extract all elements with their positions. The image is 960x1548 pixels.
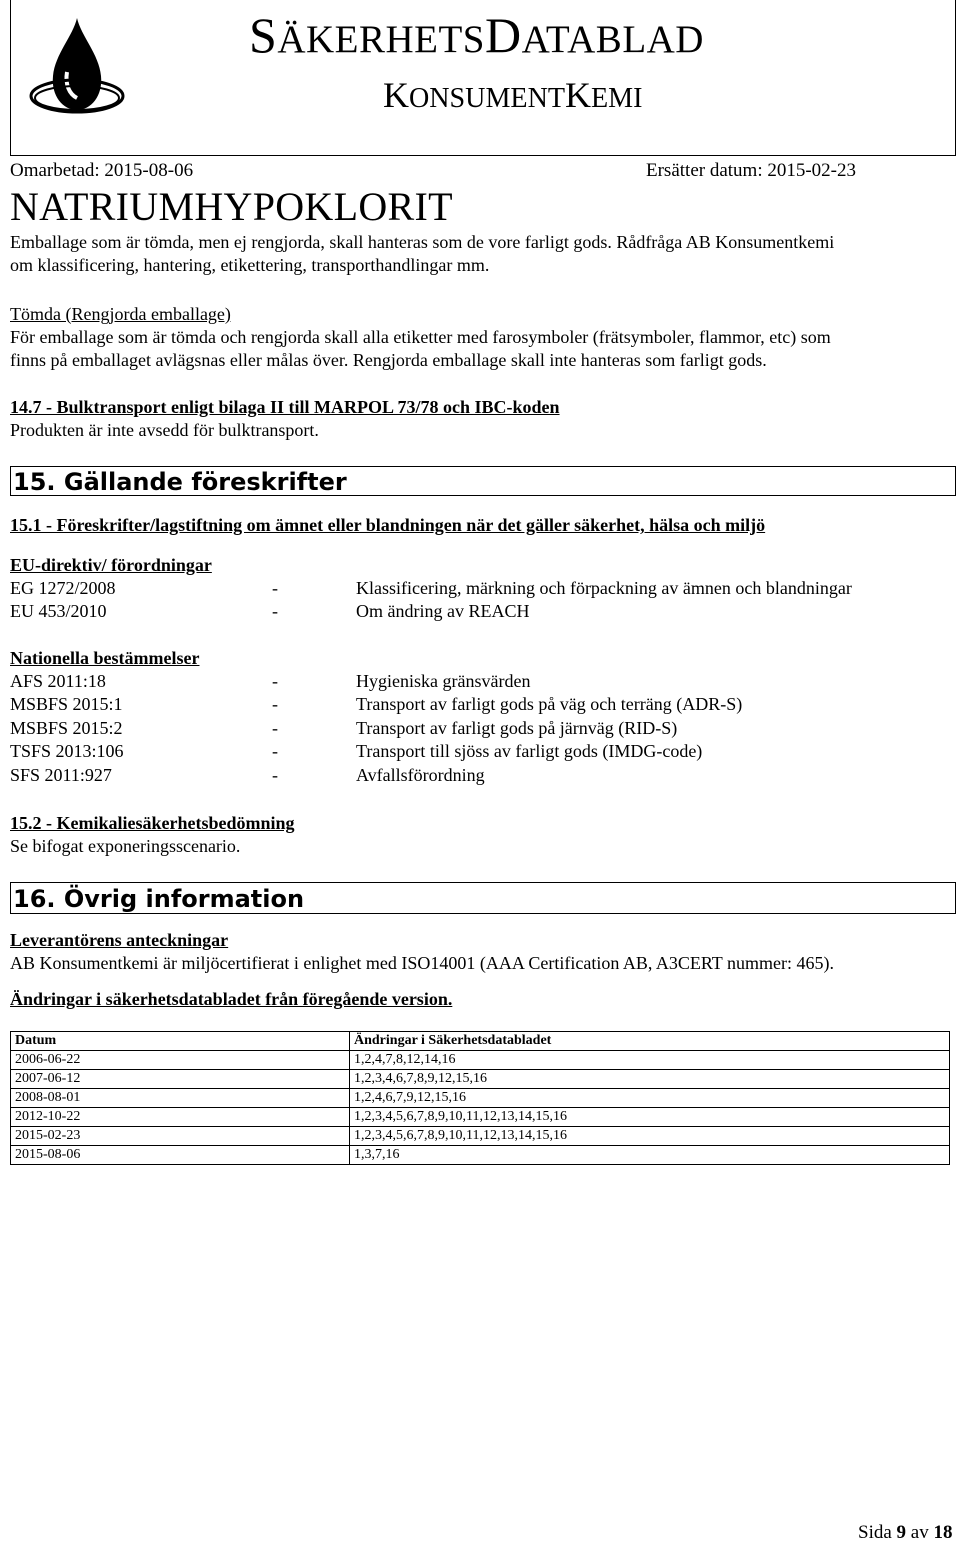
company-logo-icon <box>27 14 127 134</box>
bulk-heading: 14.7 - Bulktransport enligt bilaga II till MARPOL 73/78 och IBC-koden <box>10 397 560 417</box>
changes-cell: 1,3,7,16 <box>350 1146 950 1165</box>
national-heading: Nationella bestämmelser <box>10 648 200 668</box>
replaces-date: Ersätter datum: 2015-02-23 <box>646 160 857 181</box>
changes-heading: Ändringar i säkerhetsdatabladet från föregående version. <box>10 989 453 1009</box>
table-header-row <box>11 1032 950 1051</box>
bulk-text: Produkten är inte avsedd för bulktransport. <box>10 420 319 440</box>
table-row <box>11 1146 950 1165</box>
empty-pack-line-1: För emballage som är tömda och rengjorda skall alla etiketter med farosymboler (frätsymboler, flammor, etc) som <box>10 327 831 347</box>
page-number: Sida 9 av 18 <box>858 1522 953 1543</box>
table-row <box>11 1108 950 1127</box>
table-row <box>11 1127 950 1146</box>
changes-cell: 1,2,4,6,7,9,12,15,16 <box>350 1089 950 1108</box>
section-15-2-text: Se bifogat exponeringsscenario. <box>10 836 241 856</box>
table-row <box>11 1070 950 1089</box>
supplier-text: AB Konsumentkemi är miljöcertifierat i enlighet med ISO14001 (AAA Certification AB, A3CERT nummer: 465). <box>10 953 834 973</box>
supplier-heading: Leverantörens anteckningar <box>10 930 229 950</box>
empty-pack-line-2: finns på emballaget avlägsnas eller målas över. Rengjorda emballage skall inte hanteras som farligt gods. <box>10 350 767 370</box>
section-15-1-heading: 15.1 - Föreskrifter/lagstiftning om ämnet eller blandningen när det gäller säkerhet, hälsa och miljö <box>10 515 766 535</box>
header-box <box>10 0 956 156</box>
eu-heading: EU-direktiv/ förordningar <box>10 555 212 575</box>
empty-pack-heading: Tömda (Rengjorda emballage) <box>10 304 231 324</box>
intro-line-1: Emballage som är tömda, men ej rengjorda, skall hanteras som de vore farligt gods. Rådfråga AB Konsumentkemi <box>10 232 835 252</box>
section-15-2-heading: 15.2 - Kemikaliesäkerhetsbedömning <box>10 813 295 833</box>
document-title: SÄKERHETSDATABLAD <box>249 7 704 63</box>
column-header-changes: Ändringar i Säkerhetsdatabladet <box>350 1032 950 1051</box>
changes-cell: 1,2,3,4,5,6,7,8,9,10,11,12,13,14,15,16 <box>350 1108 950 1127</box>
company-name: KONSUMENTKEMI <box>383 75 643 115</box>
date-cell: 2006-06-22 <box>11 1051 350 1070</box>
date-cell: 2015-02-23 <box>11 1127 350 1146</box>
section-16-title: 16. Övrig information <box>10 882 956 914</box>
revised-date: Omarbetad: 2015-08-06 <box>10 160 194 181</box>
column-header-date: Datum <box>11 1032 350 1051</box>
changes-cell: 1,2,4,7,8,12,14,16 <box>350 1051 950 1070</box>
changes-table <box>10 1031 950 1165</box>
date-cell: 2015-08-06 <box>11 1146 350 1165</box>
date-cell: 2012-10-22 <box>11 1108 350 1127</box>
date-cell: 2008-08-01 <box>11 1089 350 1108</box>
intro-line-2: om klassificering, hantering, etikettering, transporthandlingar mm. <box>10 255 490 275</box>
date-cell: 2007-06-12 <box>11 1070 350 1089</box>
table-row <box>11 1089 950 1108</box>
changes-cell: 1,2,3,4,5,6,7,8,9,10,11,12,13,14,15,16 <box>350 1127 950 1146</box>
section-15-title: 15. Gällande föreskrifter <box>10 466 956 496</box>
changes-cell: 1,2,3,4,6,7,8,9,12,15,16 <box>350 1070 950 1089</box>
table-row <box>11 1051 950 1070</box>
product-name: NATRIUMHYPOKLORIT <box>10 184 453 229</box>
